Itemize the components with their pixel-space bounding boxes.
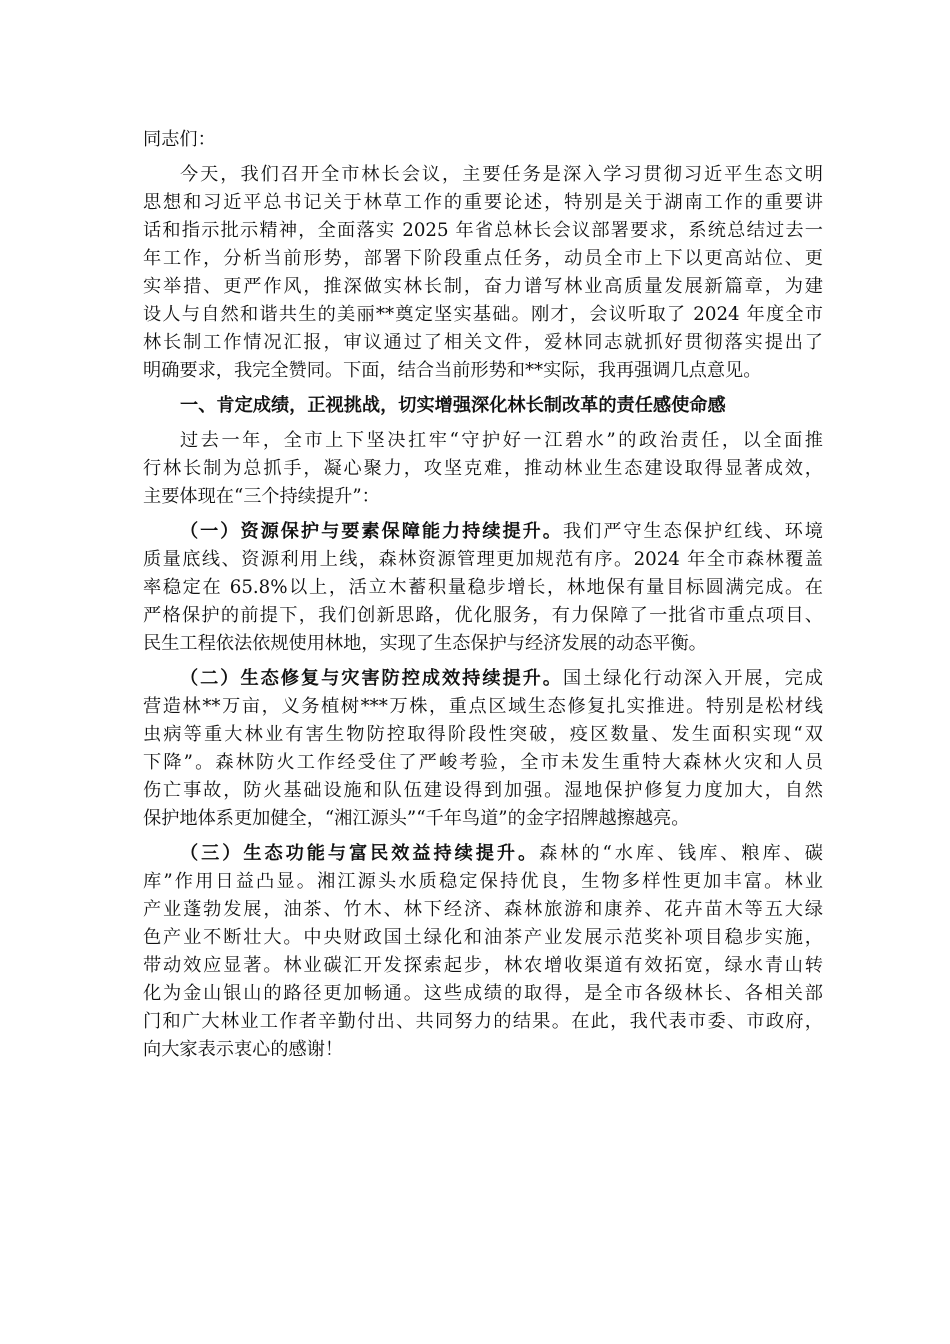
item2-line: 虫病等重大林业有害生物防控取得阶段性突破，疫区数量、发生面积实现“双 <box>143 724 823 745</box>
section1-heading-paragraph <box>143 392 823 420</box>
item2-first-line <box>143 665 823 693</box>
item3-line: 库”作用日益凸显。湘江源头水质稳定保持优良，生物多样性更加丰富。林业 <box>143 871 823 892</box>
salutation: 同志们： <box>143 129 216 150</box>
item2-heading: （二）生态修复与灾害防控成效持续提升。 <box>180 668 563 689</box>
item3-line: 产业蓬勃发展，油茶、竹木、林下经济、森林旅游和康养、花卉苗木等五大绿 <box>143 899 823 920</box>
item1-first-rest: 我们严守生态保护红线、环境 <box>562 521 823 542</box>
item1-line: 严格保护的前提下，我们创新思路，优化服务，有力保障了一批省市重点项目、 <box>143 605 823 626</box>
section1-intro-line: 行林长制为总抓手，凝心聚力，攻坚克难，推动林业生态建设取得显著成效， <box>143 458 823 479</box>
intro-line: 明确要求，我完全赞同。下面，结合当前形势和**实际，我再强调几点意见。 <box>143 360 762 381</box>
intro-line: 思想和习近平总书记关于林草工作的重要论述，特别是关于湖南工作的重要讲 <box>143 192 823 213</box>
intro-line: 今天，我们召开全市林长会议，主要任务是深入学习贯彻习近平生态文明 <box>180 164 823 185</box>
item3-heading: （三）生态功能与富民效益持续提升。 <box>180 843 540 864</box>
salutation-paragraph <box>143 126 823 154</box>
intro-line: 实举措、更严作风，推深做实林长制，奋力谱写林业高质量发展新篇章，为建 <box>143 276 823 297</box>
section1-intro-line: 过去一年，全市上下坚决扛牢“守护好一江碧水”的政治责任，以全面推 <box>180 430 823 451</box>
item3-line: 色产业不断壮大。中央财政国土绿化和油茶产业发展示范奖补项目稳步实施， <box>143 927 823 948</box>
item1-line: 民生工程依法依规使用林地，实现了生态保护与经济发展的动态平衡。 <box>143 633 707 654</box>
section1-intro-paragraph <box>143 427 823 511</box>
intro-line: 林长制工作情况汇报，审议通过了相关文件，爱林同志就抓好贯彻落实提出了 <box>143 332 823 353</box>
item2-line: 保护地体系更加健全，“湘江源头”“千年鸟道”的金字招牌越擦越亮。 <box>143 808 690 829</box>
document-body <box>143 126 823 1071</box>
item1-line: 率稳定在 65.8%以上，活立木蓄积量稳步增长，林地保有量目标圆满完成。在 <box>143 577 823 598</box>
item3-line: 带动效应显著。林业碳汇开发探索起步，林农增收渠道有效拓宽，绿水青山转 <box>143 955 823 976</box>
item2-line: 伤亡事故，防火基础设施和队伍建设得到加强。湿地保护修复力度加大，自然 <box>143 780 823 801</box>
item3-line: 化为金山银山的路径更加畅通。这些成绩的取得，是全市各级林长、各相关部 <box>143 983 823 1004</box>
item3-line: 门和广大林业工作者辛勤付出、共同努力的结果。在此，我代表市委、市政府， <box>143 1011 823 1032</box>
section-heading: 一、肯定成绩，正视挑战，切实增强深化林长制改革的责任感使命感 <box>180 395 726 416</box>
item2-line: 营造林**万亩，义务植树***万株，重点区域生态修复扎实推进。特别是松材线 <box>143 696 823 717</box>
item2-line: 下降”。森林防火工作经受住了严峻考验，全市未发生重特大森林火灾和人员 <box>143 752 823 773</box>
item3-first-line <box>143 840 823 868</box>
item3-paragraph <box>143 840 823 1064</box>
item3-line: 向大家表示衷心的感谢！ <box>143 1039 344 1060</box>
item1-paragraph <box>143 518 823 658</box>
intro-line: 话和指示批示精神，全面落实 2025 年省总林长会议部署要求，系统总结过去一 <box>143 220 823 241</box>
item2-first-rest: 国土绿化行动深入开展，完成 <box>562 668 823 689</box>
intro-paragraph <box>143 161 823 385</box>
intro-line: 年工作，分析当前形势，部署下阶段重点任务，动员全市上下以更高站位、更 <box>143 248 823 269</box>
item1-line: 质量底线、资源利用上线，森林资源管理更加规范有序。2024 年全市森林覆盖 <box>143 549 823 570</box>
item1-first-line <box>143 518 823 546</box>
item2-paragraph <box>143 665 823 833</box>
intro-line: 设人与自然和谐共生的美丽**奠定坚实基础。刚才，会议听取了 2024 年度全市 <box>143 304 823 325</box>
item1-heading: （一）资源保护与要素保障能力持续提升。 <box>180 521 563 542</box>
item3-first-rest: 森林的“水库、钱库、粮库、碳 <box>539 843 823 864</box>
section1-intro-line: 主要体现在“三个持续提升”： <box>143 486 380 507</box>
